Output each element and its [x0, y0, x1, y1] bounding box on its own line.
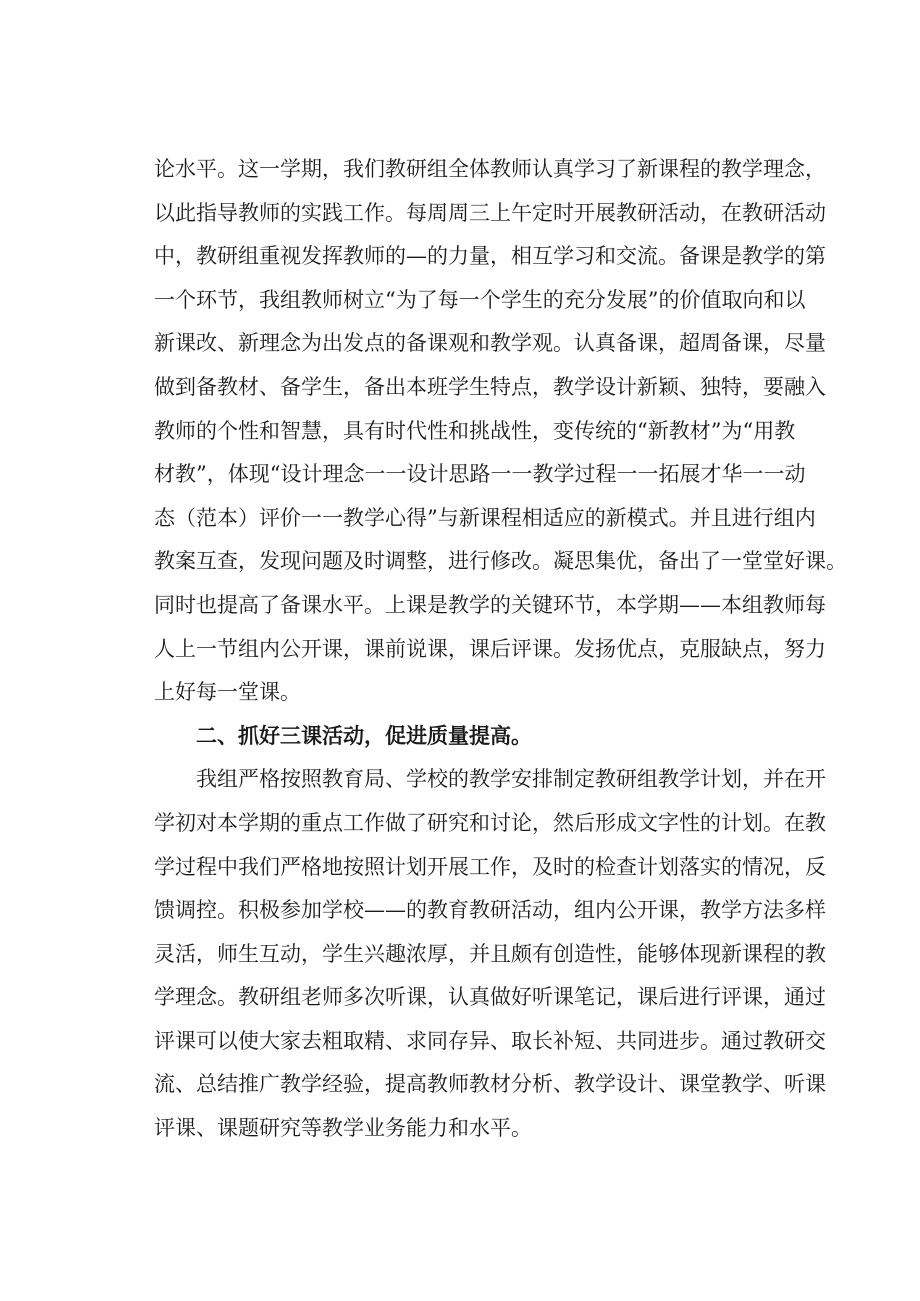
- paragraph-line: 馈调控。积极参加学校——的教育教研活动，组内公开课，教学方法多样: [154, 898, 826, 923]
- paragraph-line: 流、总结推广教学经验，提高教师教材分析、教学设计、课堂教学、听课: [154, 1072, 826, 1097]
- paragraph-line: 中，教研组重视发挥教师的—的力量，相互学习和交流。备课是教学的第: [154, 244, 826, 269]
- document-body: [154, 148, 847, 1151]
- paragraph-line: 以此指导教师的实践工作。每周周三上午定时开展教研活动，在教研活动: [154, 200, 826, 225]
- section-heading: 二、抓好三课活动，促进质量提高。: [196, 723, 532, 748]
- paragraph-line: 学理念。教研组老师多次听课，认真做好听课笔记，课后进行评课，通过: [154, 985, 826, 1010]
- paragraph-line: 一个环节，我组教师树立“为了每一个学生的充分发展”的价值取向和以: [154, 287, 806, 312]
- paragraph-line: 教师的个性和智慧，具有时代性和挑战性，变传统的“新教材”为“用教: [154, 418, 796, 443]
- paragraph-line: 新课改、新理念为出发点的备课观和教学观。认真备课，超周备课，尽量: [154, 331, 826, 356]
- paragraph-line: 学过程中我们严格地按照计划开展工作，及时的检查计划落实的情况，反: [154, 854, 826, 879]
- paragraph-1: [154, 148, 847, 715]
- paragraph-line: 教案互查，发现问题及时调整，进行修改。凝思集优，备出了一堂堂好课。: [154, 549, 847, 574]
- paragraph-line: 态（范本）评价一一教学心得”与新课程相适应的新模式。并且进行组内: [154, 505, 816, 530]
- paragraph-line: 做到备教材、备学生，备出本班学生特点，教学设计新颖、独特，要融入: [154, 374, 826, 399]
- paragraph-line: 评课、课题研究等教学业务能力和水平。: [154, 1116, 532, 1141]
- paragraph-line: 上好每一堂课。: [154, 680, 301, 705]
- paragraph-line: 材教”，体现“设计理念一一设计思路一一教学过程一一拓展才华一一动: [154, 462, 806, 487]
- paragraph-line: 我组严格按照教育局、学校的教学安排制定教研组教学计划，并在开: [196, 767, 826, 792]
- paragraph-line: 学初对本学期的重点工作做了研究和讨论，然后形成文字性的计划。在教: [154, 810, 826, 835]
- paragraph-line: 同时也提高了备课水平。上课是教学的关键环节，本学期——本组教师每: [154, 592, 826, 617]
- paragraph-line: 论水平。这一学期，我们教研组全体教师认真学习了新课程的教学理念，: [154, 157, 826, 181]
- paragraph-line: 灵活，师生互动，学生兴趣浓厚，并且颇有创造性，能够体现新课程的教: [154, 941, 826, 966]
- paragraph-2: [154, 758, 826, 1150]
- paragraph-line: 评课可以使大家去粗取精、求同存异、取长补短、共同进步。通过教研交: [154, 1028, 826, 1053]
- paragraph-line: 人上一节组内公开课，课前说课，课后评课。发扬优点，克服缺点，努力: [154, 636, 826, 661]
